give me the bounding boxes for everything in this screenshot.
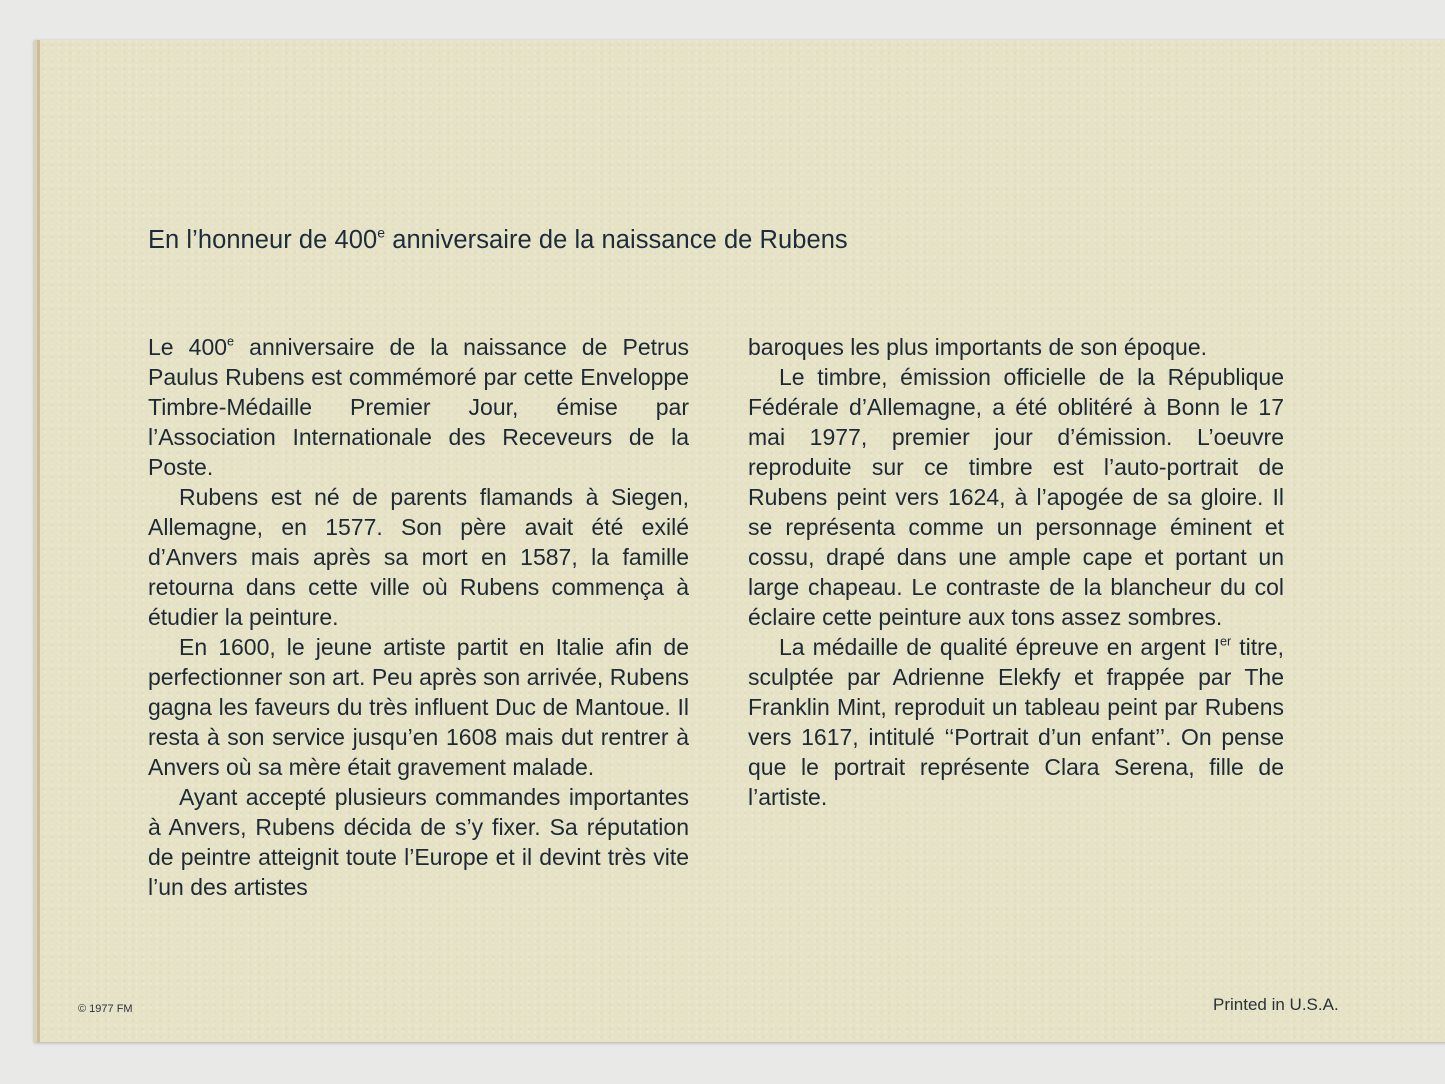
paragraph-stamp: Le timbre, émission officielle de la République Fédérale d’Allemagne, a été oblitéré à Bonn le 17 mai 1977, premier jour d’émission. L’oeuvre reproduite sur ce timbre est l’auto-portrait de Rubens peint vers 1624, à l’apogée de sa gloire. Il se représenta comme un personnage éminent et cossu, drapé dans une ample cape et portant un large chapeau. Le contraste de la blancheur du col éclaire cette peinture aux tons assez sombres.: [748, 364, 1284, 630]
title-text: En l’honneur de 400: [148, 226, 378, 254]
title-text-end: anniversaire de la naissance de Rubens: [385, 226, 848, 254]
paragraph-continuation: baroques les plus importants de son époque.: [748, 334, 1208, 360]
left-column: [148, 332, 689, 902]
title-superscript: e: [377, 224, 386, 241]
paragraph-antwerp: Ayant accepté plusieurs commandes importantes à Anvers, Rubens décida de s’y fixer. Sa réputation de peintre atteignit toute l’Europe et il devint très vite l’un des artistes: [148, 784, 689, 900]
paragraph-intro: Le 400e anniversaire de la naissance de Petrus Paulus Rubens est commémoré par cette Enveloppe Timbre-Médaille Premier Jour, émise par l’Association Internationale des Receveurs de la Poste.: [148, 334, 689, 480]
document-title: [148, 226, 848, 255]
copyright-notice: © 1977 FM: [78, 1003, 133, 1015]
right-column: [748, 332, 1284, 812]
printed-in-notice: Printed in U.S.A.: [1213, 995, 1339, 1014]
paragraph-italy: En 1600, le jeune artiste partit en Italie afin de perfectionner son art. Peu après son arrivée, Rubens gagna les faveurs du très influent Duc de Mantoue. Il resta à son service jusqu’en 1608 mais dut rentrer à Anvers où sa mère était gravement malade.: [148, 634, 689, 780]
document-card: [34, 40, 1445, 1042]
paragraph-birth: Rubens est né de parents flamands à Siegen, Allemagne, en 1577. Son père avait été exilé d’Anvers mais après sa mort en 1587, la famille retourna dans cette ville où Rubens commença à étudier la peinture.: [148, 484, 689, 630]
paragraph-medal: La médaille de qualité épreuve en argent Ier titre, sculptée par Adrienne Elekfy et frappée par The Franklin Mint, reproduit un tableau peint par Rubens vers 1617, intitulé ‘‘Portrait d’un enfant’’. On pense que le portrait représente Clara Serena, fille de l’artiste.: [748, 634, 1284, 810]
